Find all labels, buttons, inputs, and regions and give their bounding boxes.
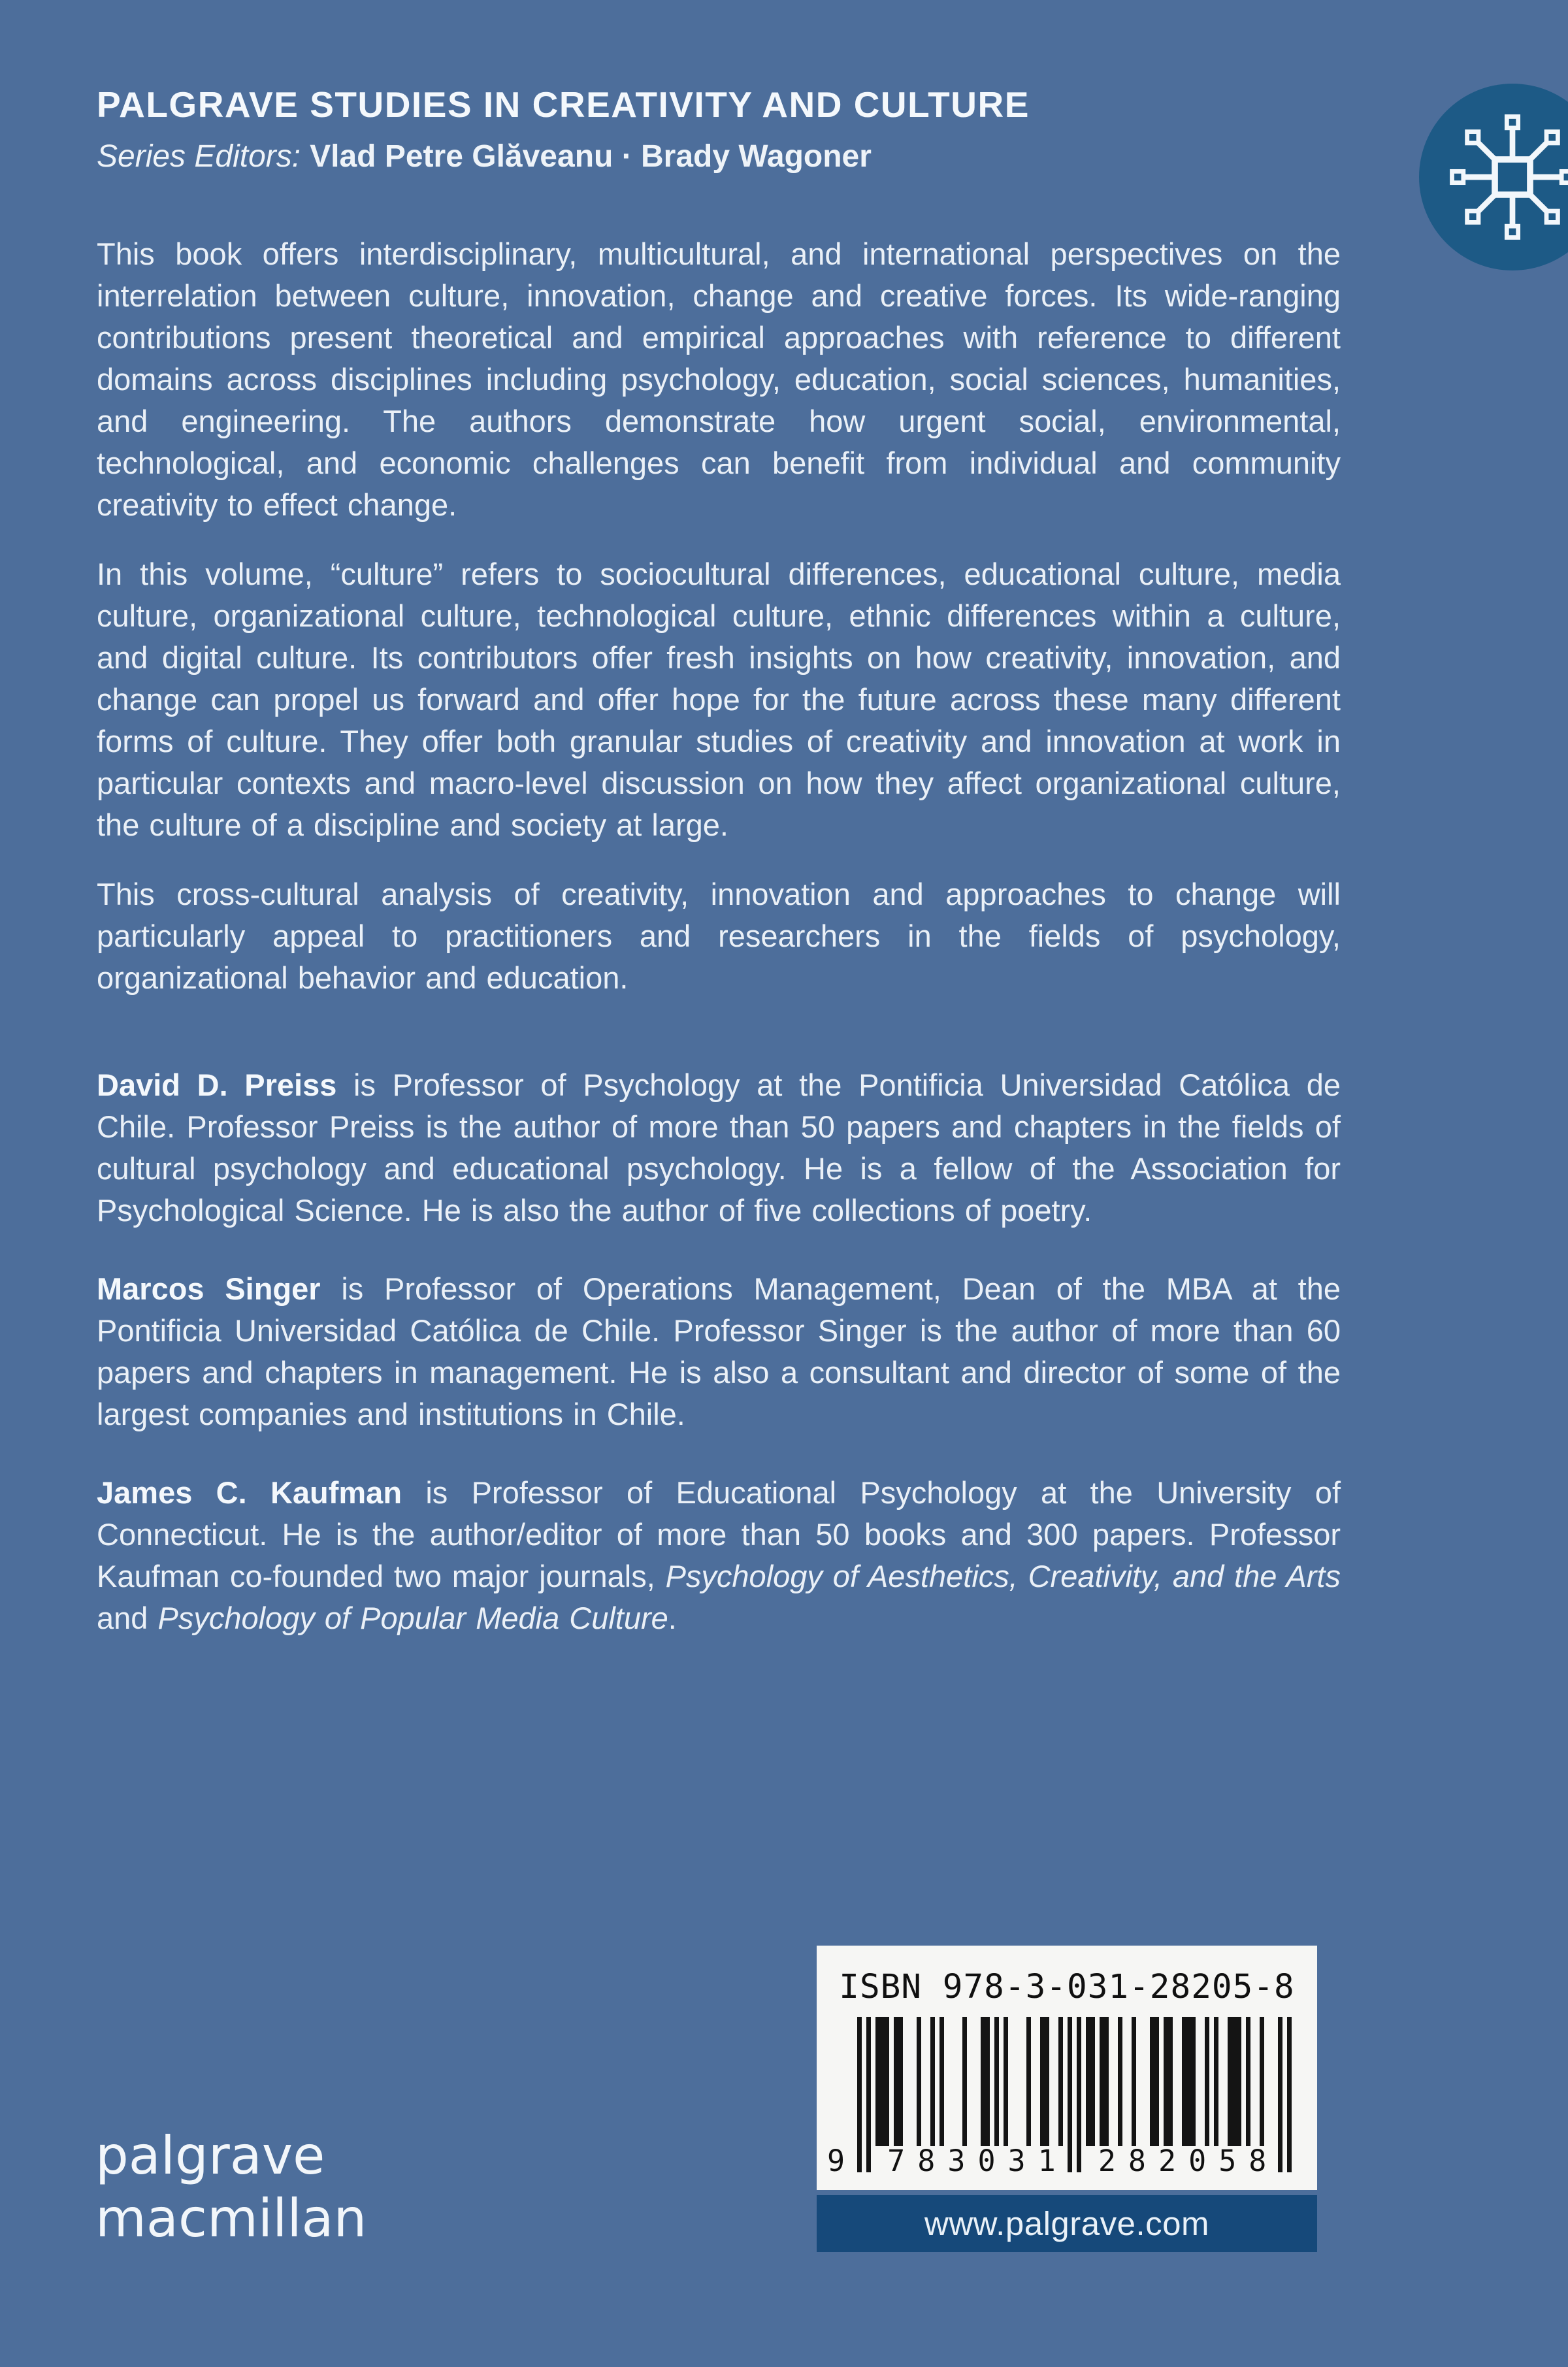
barcode-digits: 9 783031 282058 <box>827 2144 1279 2178</box>
author-bio-preiss <box>97 1064 1341 1232</box>
author-name: Marcos Singer <box>97 1271 321 1306</box>
author-bio-text: is Professor of Educational Psychology at the University of Connecticut. He is the author/editor of more than 50 books and 300 papers. Professor Kaufman co-founded two major journals, <box>97 1475 1341 1593</box>
cover-text-column <box>97 84 1341 1639</box>
series-title: PALGRAVE STUDIES IN CREATIVITY AND CULTURE <box>97 84 1030 125</box>
wordmark-line-macmillan: macmillan <box>95 2188 367 2249</box>
author-bio-text: and <box>97 1601 158 1635</box>
ean-barcode <box>827 2017 1292 2178</box>
network-hub-icon <box>1443 108 1568 246</box>
author-bio-singer <box>97 1268 1341 1435</box>
blurb-paragraph-3: This cross-cultural analysis of creativity, innovation and approaches to change will particularly appeal to practitioners and researchers in the fields of psychology, organizational behavior and education. <box>97 877 1341 995</box>
palgrave-macmillan-wordmark <box>95 2125 367 2250</box>
publisher-series-badge <box>1419 84 1568 270</box>
author-name: James C. Kaufman <box>97 1475 402 1510</box>
series-editors-line <box>97 139 1341 174</box>
blurb-paragraph-1: This book offers interdisciplinary, multicultural, and international perspectives on the interrelation between culture, innovation, change and creative forces. Its wide-ranging contributions present theoretical and empirical approaches with reference to different domains across disciplines including psychology, education, social sciences, humanities, and engineering. The authors demonstrate how urgent social, environmental, technological, and economic challenges can benefit from individual and community creativity to effect change. <box>97 237 1341 522</box>
publisher-website-bar <box>817 2195 1317 2252</box>
publisher-website-url: www.palgrave.com <box>924 2205 1209 2242</box>
journal-title: Psychology of Aesthetics, Creativity, and the Arts <box>665 1559 1341 1593</box>
isbn-barcode-panel <box>817 1946 1317 2190</box>
isbn-label: ISBN 978-3-031-28205-8 <box>839 1968 1295 2006</box>
author-name: David D. Preiss <box>97 1068 337 1102</box>
author-bio-text: is Professor of Psychology at the Pontificia Universidad Católica de Chile. Professor Preiss is the author of more than 50 papers and chapters in the fields of cultural psychology and educational psychology. He is a fellow of the Association for Psychological Science. He is also the author of five collections of poetry. <box>97 1068 1341 1228</box>
journal-title: Psychology of Popular Media Culture <box>157 1601 668 1635</box>
author-bio-text: . <box>668 1601 677 1635</box>
series-editors-label: Series Editors: <box>97 139 301 174</box>
author-bio-kaufman <box>97 1472 1341 1639</box>
blurb-paragraph-2: In this volume, “culture” refers to sociocultural differences, educational culture, media culture, organizational culture, technological culture, ethnic differences within a culture, and digital culture. Its contributors offer fresh insights on how creativity, innovation, and change can propel us forward and offer hope for the future across these many different forms of culture. They offer both granular studies of creativity and innovation at work in particular contexts and macro-level discussion on how they affect organizational culture, the culture of a discipline and society at large. <box>97 557 1341 842</box>
wordmark-line-palgrave: palgrave <box>95 2125 325 2186</box>
series-editors-names: Vlad Petre Glăveanu · Brady Wagoner <box>310 139 872 174</box>
author-bio-text: is Professor of Operations Management, Dean of the MBA at the Pontificia Universidad Católica de Chile. Professor Singer is the author of more than 60 papers and chapters in management. He is also a consultant and director of some of the largest companies and institutions in Chile. <box>97 1271 1341 1431</box>
